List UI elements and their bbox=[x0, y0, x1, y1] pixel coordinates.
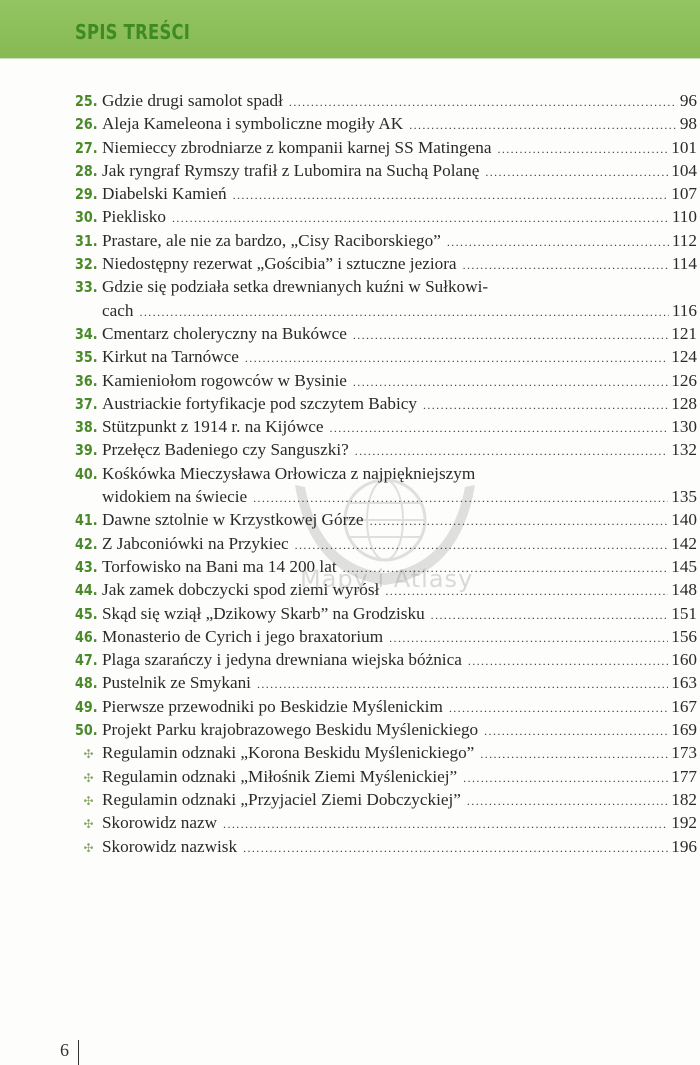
toc-entry[interactable] bbox=[75, 695, 697, 718]
entry-page: 110 bbox=[671, 207, 697, 227]
entry-page: 148 bbox=[671, 580, 697, 600]
dot-leader bbox=[223, 813, 668, 836]
entry-title: Pierwsze przewodniki po Beskidzie Myślenickim bbox=[102, 696, 443, 716]
entry-title: Jak zamek dobczycki spod ziemi wyrósł bbox=[102, 580, 380, 600]
toc-entry[interactable] bbox=[75, 555, 697, 578]
bullet-icon: ✣ bbox=[83, 770, 94, 785]
entry-title: Projekt Parku krajobrazowego Beskidu Myślenickiego bbox=[102, 720, 479, 740]
entry-page: 107 bbox=[671, 184, 697, 204]
toc-entry[interactable] bbox=[75, 625, 697, 648]
entry-page: 196 bbox=[671, 836, 697, 856]
bullet-icon: ✣ bbox=[83, 747, 94, 762]
entry-page: 182 bbox=[671, 789, 697, 809]
entry-number: 29. bbox=[75, 185, 98, 204]
bullet-icon: ✣ bbox=[83, 793, 94, 808]
dot-leader bbox=[245, 347, 668, 370]
entry-title: Plaga szarańczy i jedyna drewniana wiejska bóżnica bbox=[102, 650, 462, 670]
entry-page: 156 bbox=[671, 626, 697, 646]
toc-entry[interactable] bbox=[75, 205, 697, 228]
entry-page: 126 bbox=[671, 370, 697, 390]
dot-leader bbox=[172, 207, 669, 230]
toc-entry[interactable] bbox=[75, 182, 697, 205]
entry-page: 101 bbox=[671, 137, 697, 157]
entry-title: Cmentarz choleryczny na Bukówce bbox=[102, 323, 347, 343]
entry-page: 142 bbox=[671, 533, 697, 553]
page-number: 6 bbox=[60, 1040, 69, 1060]
toc-appendix-entry[interactable] bbox=[75, 835, 697, 858]
entry-title: Dawne sztolnie w Krzystkowej Górze bbox=[102, 510, 364, 530]
dot-leader bbox=[447, 231, 669, 254]
entry-page: 130 bbox=[671, 417, 697, 437]
entry-page: 151 bbox=[671, 603, 697, 623]
toc-entry[interactable] bbox=[75, 718, 697, 741]
toc-entry[interactable] bbox=[75, 112, 697, 135]
entry-number: 26. bbox=[75, 115, 98, 134]
dot-leader bbox=[139, 301, 668, 324]
entry-page: 112 bbox=[671, 230, 697, 250]
entry-number: 27. bbox=[75, 138, 98, 157]
entry-number: 39. bbox=[75, 441, 98, 460]
entry-number: 46. bbox=[75, 627, 98, 646]
entry-number: 44. bbox=[75, 581, 98, 600]
toc-entry[interactable] bbox=[75, 578, 697, 601]
toc-entry[interactable] bbox=[75, 462, 697, 485]
dot-leader bbox=[423, 394, 668, 417]
entry-number: 40. bbox=[75, 464, 98, 483]
toc-entry[interactable] bbox=[75, 89, 697, 112]
entry-number: 34. bbox=[75, 324, 98, 343]
dot-leader bbox=[353, 371, 668, 394]
entry-number: 33. bbox=[75, 278, 98, 297]
toc-entry[interactable] bbox=[75, 275, 697, 298]
entry-title: Torfowisko na Bani ma 14 200 lat bbox=[102, 556, 337, 576]
toc-entry[interactable] bbox=[75, 602, 697, 625]
entry-number: 32. bbox=[75, 255, 98, 274]
toc-entry-continuation[interactable] bbox=[75, 485, 697, 508]
entry-number: 45. bbox=[75, 604, 98, 623]
entry-number: 31. bbox=[75, 231, 98, 250]
toc-entry[interactable] bbox=[75, 532, 697, 555]
entry-page: 98 bbox=[679, 114, 697, 134]
entry-page: 104 bbox=[671, 160, 697, 180]
dot-leader bbox=[497, 138, 668, 161]
entry-title: Stützpunkt z 1914 r. na Kijówce bbox=[102, 417, 324, 437]
watermark-text: Mapy i Atlasy bbox=[300, 565, 474, 593]
dot-leader bbox=[480, 743, 668, 766]
entry-page: 128 bbox=[671, 393, 697, 413]
toc-entry[interactable] bbox=[75, 671, 697, 694]
entry-title-continued: widokiem na świecie bbox=[102, 487, 248, 507]
dot-leader bbox=[463, 767, 668, 790]
entry-title: Z Jabconiówki na Przykiec bbox=[102, 533, 289, 553]
page-title: SPIS TREŚCI bbox=[75, 20, 191, 44]
entry-title: Przełęcz Badeniego czy Sanguszki? bbox=[102, 440, 349, 460]
dot-leader bbox=[295, 534, 669, 557]
entry-page: 145 bbox=[671, 556, 697, 576]
toc-appendix-entry[interactable] bbox=[75, 765, 697, 788]
entry-page: 121 bbox=[671, 323, 697, 343]
entry-title: Regulamin odznaki „Korona Beskidu Myślenickiego” bbox=[102, 743, 475, 763]
bullet-icon: ✣ bbox=[83, 817, 94, 832]
entry-title: Aleja Kameleona i symboliczne mogiły AK bbox=[102, 114, 404, 134]
entry-title: Pieklisko bbox=[102, 207, 166, 227]
entry-title: Skąd się wziął „Dzikowy Skarb” na Grodzisku bbox=[102, 603, 425, 623]
toc-entry[interactable] bbox=[75, 136, 697, 159]
toc-appendix-entry[interactable] bbox=[75, 811, 697, 834]
dot-leader bbox=[485, 161, 668, 184]
entry-title: Monasterio de Cyrich i jego braxatorium bbox=[102, 626, 384, 646]
entry-number: 42. bbox=[75, 534, 98, 553]
entry-page: 169 bbox=[671, 720, 697, 740]
entry-number: 28. bbox=[75, 161, 98, 180]
entry-title: Kamieniołom rogowców w Bysinie bbox=[102, 370, 347, 390]
entry-title: Skorowidz nazw bbox=[102, 813, 218, 833]
dot-leader bbox=[409, 114, 677, 137]
entry-title: Gdzie drugi samolot spadł bbox=[102, 91, 283, 110]
toc-entry[interactable] bbox=[75, 415, 697, 438]
entry-title: Prastare, ale nie za bardzo, „Cisy Raciborskiego” bbox=[102, 230, 441, 250]
bullet-icon: ✣ bbox=[83, 840, 94, 855]
entry-title: Gdzie się podziała setka drewnianych kuźni w Sułkowi- bbox=[102, 277, 489, 297]
toc-entry[interactable] bbox=[75, 648, 697, 671]
entry-page: 140 bbox=[671, 510, 697, 530]
entry-page: 114 bbox=[671, 254, 697, 274]
entry-title: Pustelnik ze Smykani bbox=[102, 673, 251, 693]
entry-title: Niemieccy zbrodniarze z kompanii karnej SS Matingena bbox=[102, 137, 492, 157]
entry-number: 47. bbox=[75, 651, 98, 670]
entry-number: 38. bbox=[75, 418, 98, 437]
dot-leader bbox=[468, 650, 668, 673]
entry-page: 160 bbox=[671, 650, 697, 670]
entry-page: 132 bbox=[671, 440, 697, 460]
header-band bbox=[0, 0, 700, 59]
toc-entry-continuation[interactable] bbox=[75, 299, 697, 322]
page-number-rule bbox=[78, 1040, 79, 1065]
entry-title: Niedostępny rezerwat „Gościbia” i sztuczne jeziora bbox=[102, 254, 457, 274]
entry-number: 25. bbox=[75, 92, 98, 110]
toc-entry[interactable] bbox=[75, 229, 697, 252]
toc-appendix-entry[interactable] bbox=[75, 741, 697, 764]
dot-leader bbox=[463, 254, 669, 277]
entry-number: 30. bbox=[75, 208, 98, 227]
dot-leader bbox=[343, 557, 669, 580]
toc-entry[interactable] bbox=[75, 345, 697, 368]
toc-entry[interactable] bbox=[75, 392, 697, 415]
dot-leader bbox=[243, 837, 668, 860]
dot-leader bbox=[370, 510, 669, 533]
dot-leader bbox=[353, 324, 668, 347]
entry-title: Kirkut na Tarnówce bbox=[102, 347, 239, 367]
dot-leader bbox=[385, 580, 668, 603]
entry-page: 173 bbox=[671, 743, 697, 763]
dot-leader bbox=[253, 487, 668, 510]
dot-leader bbox=[389, 627, 668, 650]
dot-leader bbox=[257, 673, 668, 696]
entry-page: 192 bbox=[671, 813, 697, 833]
entry-title: Diabelski Kamień bbox=[102, 184, 227, 204]
entry-title: Austriackie fortyfikacje pod szczytem Babicy bbox=[102, 393, 417, 413]
toc-entry[interactable] bbox=[75, 438, 697, 461]
dot-leader bbox=[449, 697, 668, 720]
dot-leader bbox=[431, 604, 669, 627]
toc-entry[interactable] bbox=[75, 322, 697, 345]
entry-title: Kośkówka Mieczysława Orłowicza z najpiękniejszym bbox=[102, 463, 476, 483]
toc-entry[interactable] bbox=[75, 369, 697, 392]
entry-page: 167 bbox=[671, 696, 697, 716]
dot-leader bbox=[289, 91, 677, 114]
dot-leader bbox=[355, 440, 668, 463]
toc-entry[interactable] bbox=[75, 508, 697, 531]
entry-title: Skorowidz nazwisk bbox=[102, 836, 238, 856]
dot-leader bbox=[233, 184, 669, 207]
entry-number: 35. bbox=[75, 348, 98, 367]
dot-leader bbox=[467, 790, 668, 813]
dot-leader bbox=[484, 720, 668, 743]
entry-number: 43. bbox=[75, 557, 98, 576]
toc-entry[interactable] bbox=[75, 252, 697, 275]
entry-title: Regulamin odznaki „Miłośnik Ziemi Myślenickiej” bbox=[102, 766, 458, 786]
entry-number: 37. bbox=[75, 394, 98, 413]
entry-page: 124 bbox=[671, 347, 697, 367]
entry-page: 116 bbox=[671, 300, 697, 320]
entry-number: 49. bbox=[75, 697, 98, 716]
entry-title: Regulamin odznaki „Przyjaciel Ziemi Dobczyckiej” bbox=[102, 789, 461, 809]
entry-page: 177 bbox=[671, 766, 697, 786]
entry-title: Jak ryngraf Rymszy trafił z Lubomira na Suchą Polanę bbox=[102, 160, 480, 180]
entry-number: 41. bbox=[75, 511, 98, 530]
entry-number: 36. bbox=[75, 371, 98, 390]
entry-page: 96 bbox=[679, 91, 697, 110]
entry-title-continued: cach bbox=[102, 300, 134, 320]
table-of-contents bbox=[75, 89, 697, 858]
entry-page: 163 bbox=[671, 673, 697, 693]
toc-entry[interactable] bbox=[75, 159, 697, 182]
toc-appendix-entry[interactable] bbox=[75, 788, 697, 811]
entry-number: 50. bbox=[75, 721, 98, 740]
entry-number: 48. bbox=[75, 674, 98, 693]
dot-leader bbox=[330, 417, 669, 440]
entry-page: 135 bbox=[671, 487, 697, 507]
